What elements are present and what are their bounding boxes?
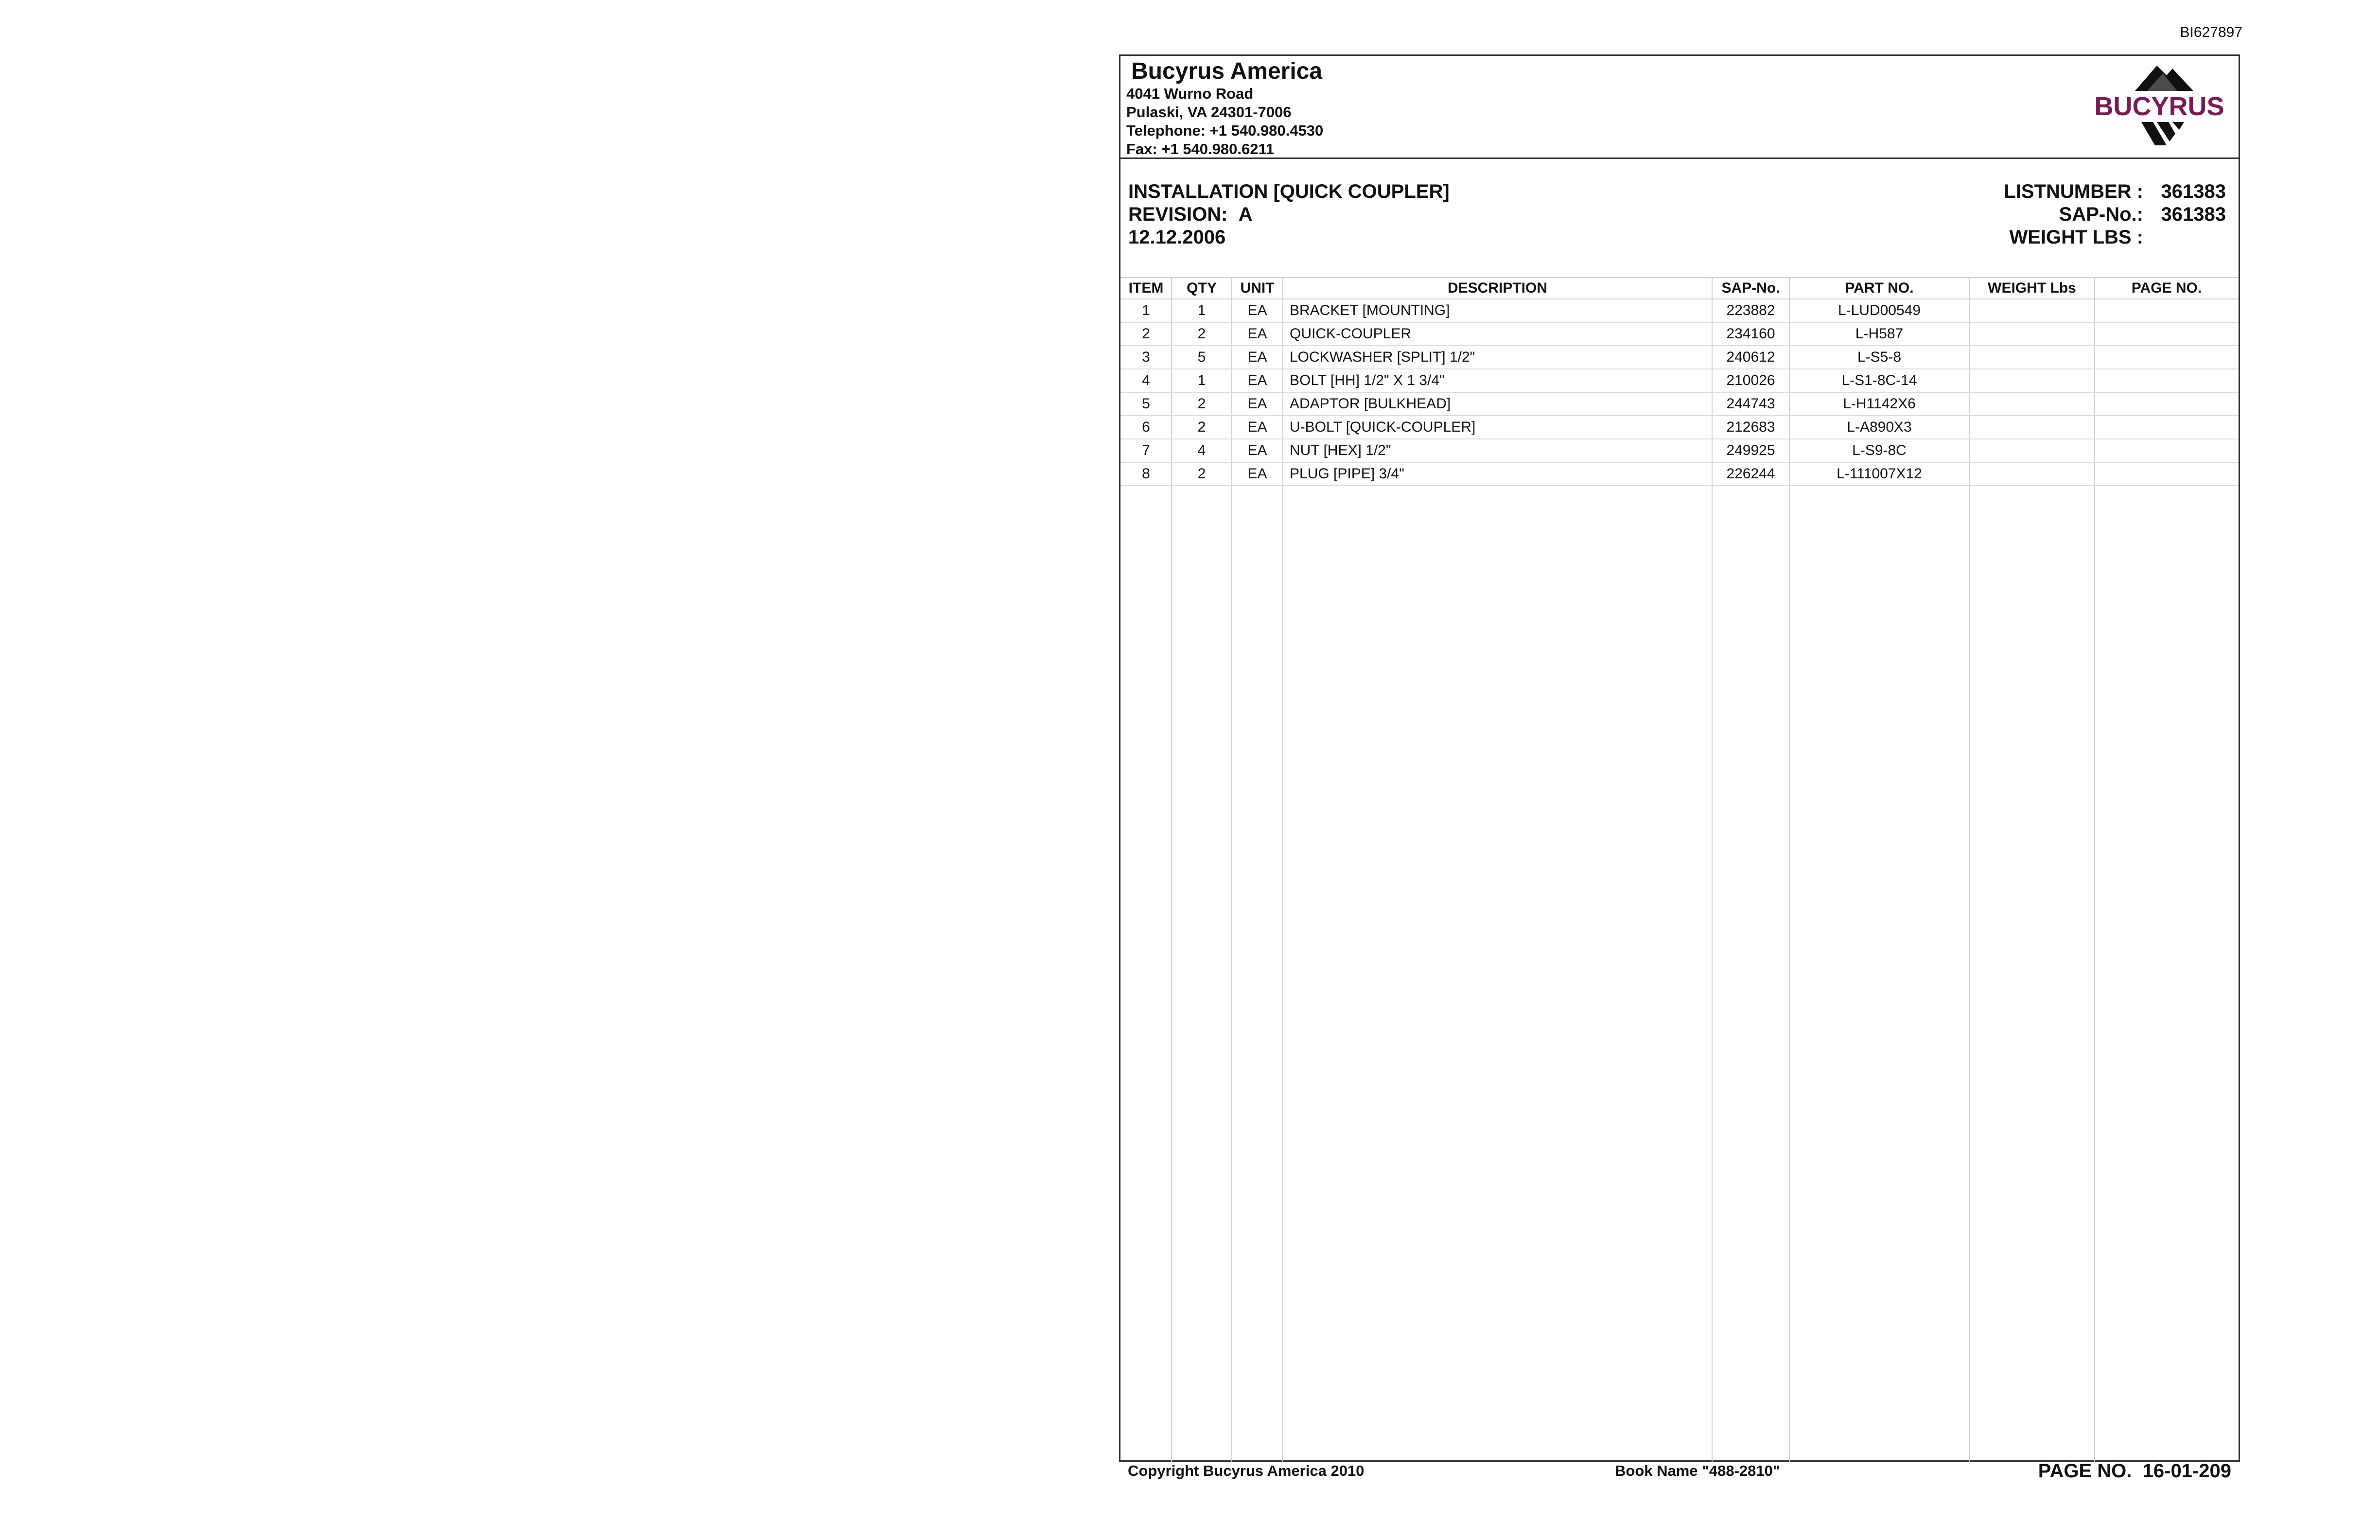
cell-description: QUICK-COUPLER [1283, 322, 1712, 346]
cell-unit: EA [1232, 462, 1283, 486]
cell-description: PLUG [PIPE] 3/4" [1283, 462, 1712, 486]
installation-title: INSTALLATION [QUICK COUPLER] [1128, 181, 1450, 202]
issue-date: 12.12.2006 [1128, 227, 1226, 248]
telephone: Telephone: +1 540.980.4530 [1126, 122, 1324, 139]
table-row [1120, 462, 2239, 486]
cell-page [2095, 346, 2239, 369]
sap-value: 361383 [2161, 204, 2226, 225]
cell-unit: EA [1232, 439, 1283, 462]
cell-part: L-LUD00549 [1789, 299, 1969, 322]
cell-part: L-H587 [1789, 322, 1969, 346]
revision [1128, 203, 1450, 226]
column-header-sap: SAP-No. [1712, 278, 1789, 299]
cell-unit: EA [1232, 322, 1283, 346]
cell-qty: 2 [1172, 322, 1232, 346]
cell-unit: EA [1232, 392, 1283, 416]
parts-table [1120, 277, 2239, 486]
table-row [1120, 322, 2239, 346]
cell-page [2095, 439, 2239, 462]
listnumber-label: LISTNUMBER : [2004, 181, 2143, 202]
cell-sap: 234160 [1712, 322, 1789, 346]
column-header-part: PART NO. [1789, 278, 1969, 299]
cell-sap: 249925 [1712, 439, 1789, 462]
weight-row [2004, 226, 2226, 249]
parts-list-sheet [1119, 54, 2240, 1462]
cell-part: L-S9-8C [1789, 439, 1969, 462]
address-line-1: 4041 Wurno Road [1126, 85, 1254, 102]
cell-weight [1969, 392, 2095, 416]
listnumber-value: 361383 [2161, 181, 2226, 202]
cell-page [2095, 299, 2239, 322]
book-name: Book Name "488-2810" [1615, 1462, 1780, 1479]
fax: Fax: +1 540.980.6211 [1126, 140, 1275, 158]
cell-part: L-H1142X6 [1789, 392, 1969, 416]
cell-qty: 1 [1172, 369, 1232, 392]
cell-page [2095, 462, 2239, 486]
column-header-description: DESCRIPTION [1283, 278, 1712, 299]
listnumber-row [2004, 180, 2226, 203]
table-header-row [1120, 278, 2239, 299]
title-block [1128, 180, 1450, 249]
company-header [1120, 56, 2239, 159]
cell-sap: 212683 [1712, 416, 1789, 439]
weight-value [2143, 226, 2226, 249]
table-row [1120, 299, 2239, 322]
cell-weight [1969, 299, 2095, 322]
cell-description: U-BOLT [QUICK-COUPLER] [1283, 416, 1712, 439]
cell-sap: 223882 [1712, 299, 1789, 322]
address-line-2: Pulaski, VA 24301-7006 [1126, 104, 1292, 121]
cell-description: NUT [HEX] 1/2" [1283, 439, 1712, 462]
cell-sap: 240612 [1712, 346, 1789, 369]
copyright: Copyright Bucyrus America 2010 [1128, 1462, 1365, 1479]
table-row [1120, 346, 2239, 369]
cell-weight [1969, 416, 2095, 439]
cell-sap: 226244 [1712, 462, 1789, 486]
bucyrus-logo [2089, 62, 2230, 149]
column-header-page: PAGE NO. [2095, 278, 2239, 299]
cell-item: 6 [1120, 416, 1172, 439]
cell-qty: 2 [1172, 416, 1232, 439]
cell-item: 5 [1120, 392, 1172, 416]
weight-label: WEIGHT LBS : [2009, 227, 2143, 248]
cell-part: L-A890X3 [1789, 416, 1969, 439]
cell-description: BOLT [HH] 1/2" X 1 3/4" [1283, 369, 1712, 392]
cell-item: 4 [1120, 369, 1172, 392]
document-id: BI627897 [2180, 24, 2242, 40]
page-number-label: PAGE NO. [2038, 1460, 2132, 1482]
cell-qty: 1 [1172, 299, 1232, 322]
column-header-item: ITEM [1120, 278, 1172, 299]
cell-item: 7 [1120, 439, 1172, 462]
column-header-qty: QTY [1172, 278, 1232, 299]
cell-page [2095, 416, 2239, 439]
cell-qty: 5 [1172, 346, 1232, 369]
cell-unit: EA [1232, 299, 1283, 322]
cell-page [2095, 322, 2239, 346]
table-row [1120, 369, 2239, 392]
cell-item: 3 [1120, 346, 1172, 369]
company-name: Bucyrus America [1131, 58, 1323, 84]
cell-unit: EA [1232, 416, 1283, 439]
cell-weight [1969, 369, 2095, 392]
cell-weight [1969, 462, 2095, 486]
cell-item: 8 [1120, 462, 1172, 486]
cell-description: BRACKET [MOUNTING] [1283, 299, 1712, 322]
cell-weight [1969, 346, 2095, 369]
table-row [1120, 439, 2239, 462]
cell-part: L-S1-8C-14 [1789, 369, 1969, 392]
logo-wordmark: BUCYRUS [2094, 92, 2224, 121]
cell-description: ADAPTOR [BULKHEAD] [1283, 392, 1712, 416]
cell-weight [1969, 439, 2095, 462]
revision-label: REVISION: [1128, 204, 1228, 225]
table-row [1120, 416, 2239, 439]
cell-part: L-S5-8 [1789, 346, 1969, 369]
cell-qty: 2 [1172, 392, 1232, 416]
meta-block [2004, 180, 2226, 249]
revision-value: A [1238, 204, 1253, 225]
table-row [1120, 392, 2239, 416]
page-number-value: 16-01-209 [2142, 1460, 2231, 1482]
cell-sap: 210026 [1712, 369, 1789, 392]
cell-sap: 244743 [1712, 392, 1789, 416]
cell-item: 2 [1120, 322, 1172, 346]
cell-weight [1969, 322, 2095, 346]
sap-label: SAP-No.: [2059, 204, 2143, 225]
cell-item: 1 [1120, 299, 1172, 322]
cell-page [2095, 392, 2239, 416]
page-number [2038, 1460, 2231, 1482]
cell-qty: 4 [1172, 439, 1232, 462]
cell-page [2095, 369, 2239, 392]
cell-qty: 2 [1172, 462, 1232, 486]
sap-row [2004, 203, 2226, 226]
cell-description: LOCKWASHER [SPLIT] 1/2" [1283, 346, 1712, 369]
cell-unit: EA [1232, 346, 1283, 369]
column-header-unit: UNIT [1232, 278, 1283, 299]
column-header-weight: WEIGHT Lbs [1969, 278, 2095, 299]
cell-unit: EA [1232, 369, 1283, 392]
cell-part: L-111007X12 [1789, 462, 1969, 486]
